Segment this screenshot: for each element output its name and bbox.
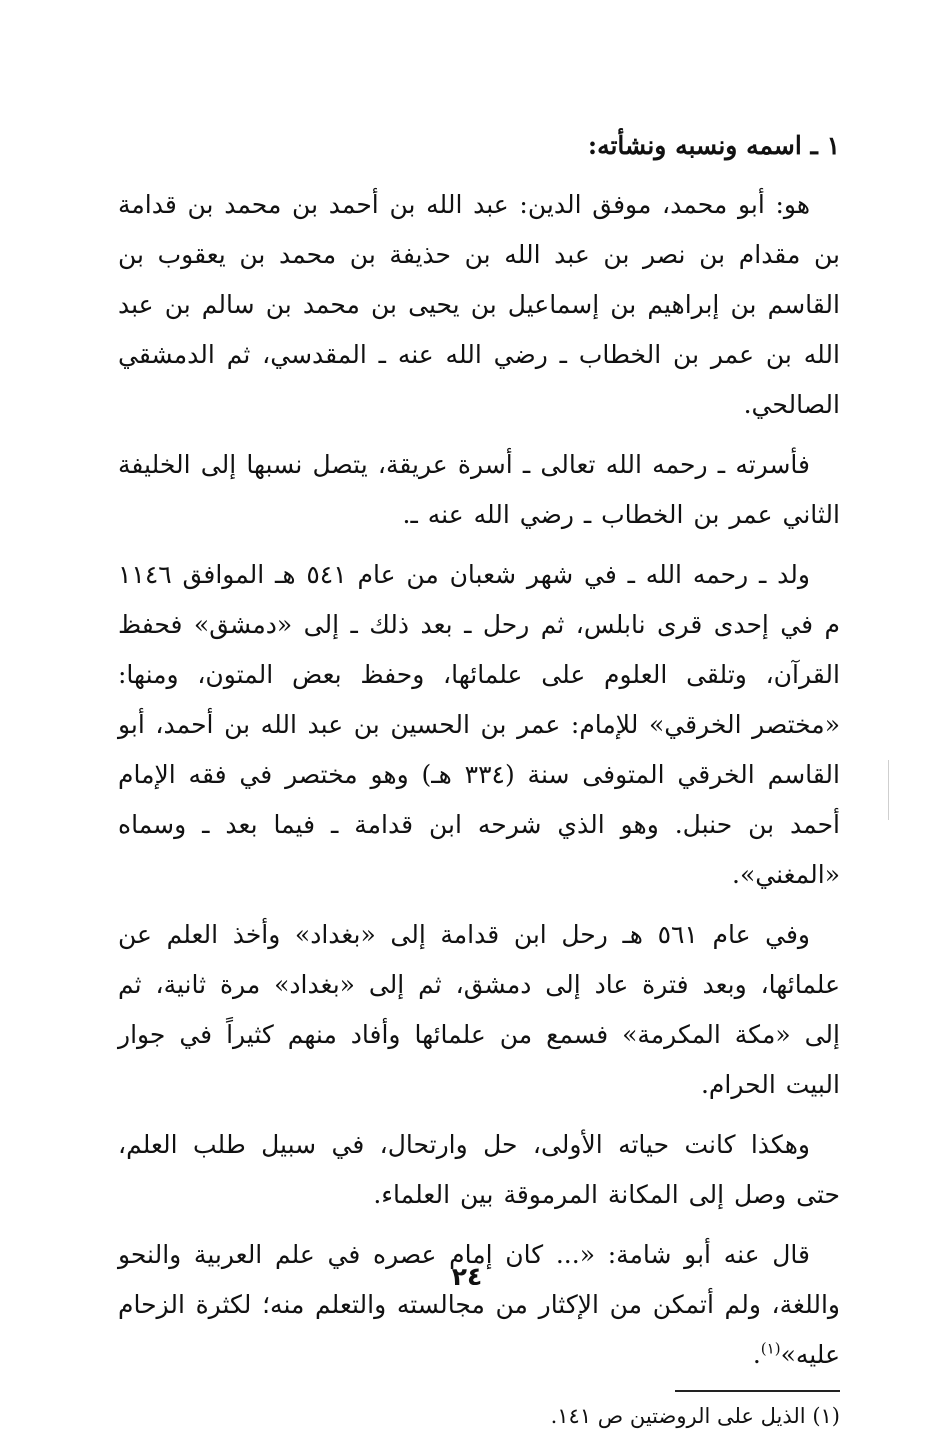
paragraph-early-life: وهكذا كانت حياته الأولى، حل وارتحال، في سبيل طلب العلم، حتى وصل إلى المكانة المرموقة بين العلماء.	[118, 1130, 840, 1209]
footnote-marker: (١)	[760, 1339, 781, 1358]
section-heading: ١ ـ اسمه ونسبه ونشأته:	[587, 131, 840, 160]
paragraph-abu-shama-quote	[118, 1230, 840, 1380]
page-number: ٢٤	[451, 1262, 483, 1291]
paragraph-lineage: هو: أبو محمد، موفق الدين: عبد الله بن أحمد بن محمد بن قدامة بن مقدام بن نصر بن عبد الله بن حذيفة بن محمد بن يعقوب بن القاسم بن إبراهيم بن إسماعيل بن يحيى بن محمد بن سالم بن عبد الله بن عمر بن الخطاب ـ رضي الله عنه ـ المقدسي، ثم الدمشقي الصالحي.	[118, 190, 840, 419]
footnote-divider	[675, 1390, 840, 1392]
page-body	[118, 118, 840, 1436]
paragraph-travels: وفي عام ٥٦١ هـ رحل ابن قدامة إلى «بغداد» وأخذ العلم عن علمائها، وبعد فترة عاد إلى دمشق، ثم إلى «بغداد» مرة ثانية، ثم إلى «مكة المكرمة» فسمع من علمائها وأفاد منهم كثيراً في جوار البيت الحرام.	[118, 920, 840, 1099]
footnote: (١) الذيل على الروضتين ص ١٤١.	[550, 1404, 840, 1428]
paragraph-family: فأسرته ـ رحمه الله تعالى ـ أسرة عريقة، يتصل نسبها إلى الخليفة الثاني عمر بن الخطاب ـ رضي الله عنه ـ.	[118, 450, 840, 529]
paragraph-birth: ولد ـ رحمه الله ـ في شهر شعبان من عام ٥٤١ هـ الموافق ١١٤٦ م في إحدى قرى نابلس، ثم رحل ـ بعد ذلك ـ إلى «دمشق» فحفظ القرآن، وتلقى العلوم على علمائها، وحفظ بعض المتون، ومنها: «مختصر الخرقي» للإمام: عمر بن الحسين بن عبد الله بن أحمد، أبو القاسم الخرقي المتوفى سنة (٣٣٤ هـ) وهو مختصر في فقه الإمام أحمد بن حنبل. وهو الذي شرحه ابن قدامة ـ فيما بعد ـ وسماه «المغني».	[118, 560, 840, 889]
scan-margin-line	[888, 760, 889, 820]
quote-text: قال عنه أبو شامة: «... كان إمام عصره في علم العربية والنحو واللغة، ولم أتمكن من الإكثار من مجالسته والتعلم منه؛ لكثرة الزحام عليه»	[118, 1240, 840, 1369]
quote-end: .	[752, 1340, 761, 1369]
